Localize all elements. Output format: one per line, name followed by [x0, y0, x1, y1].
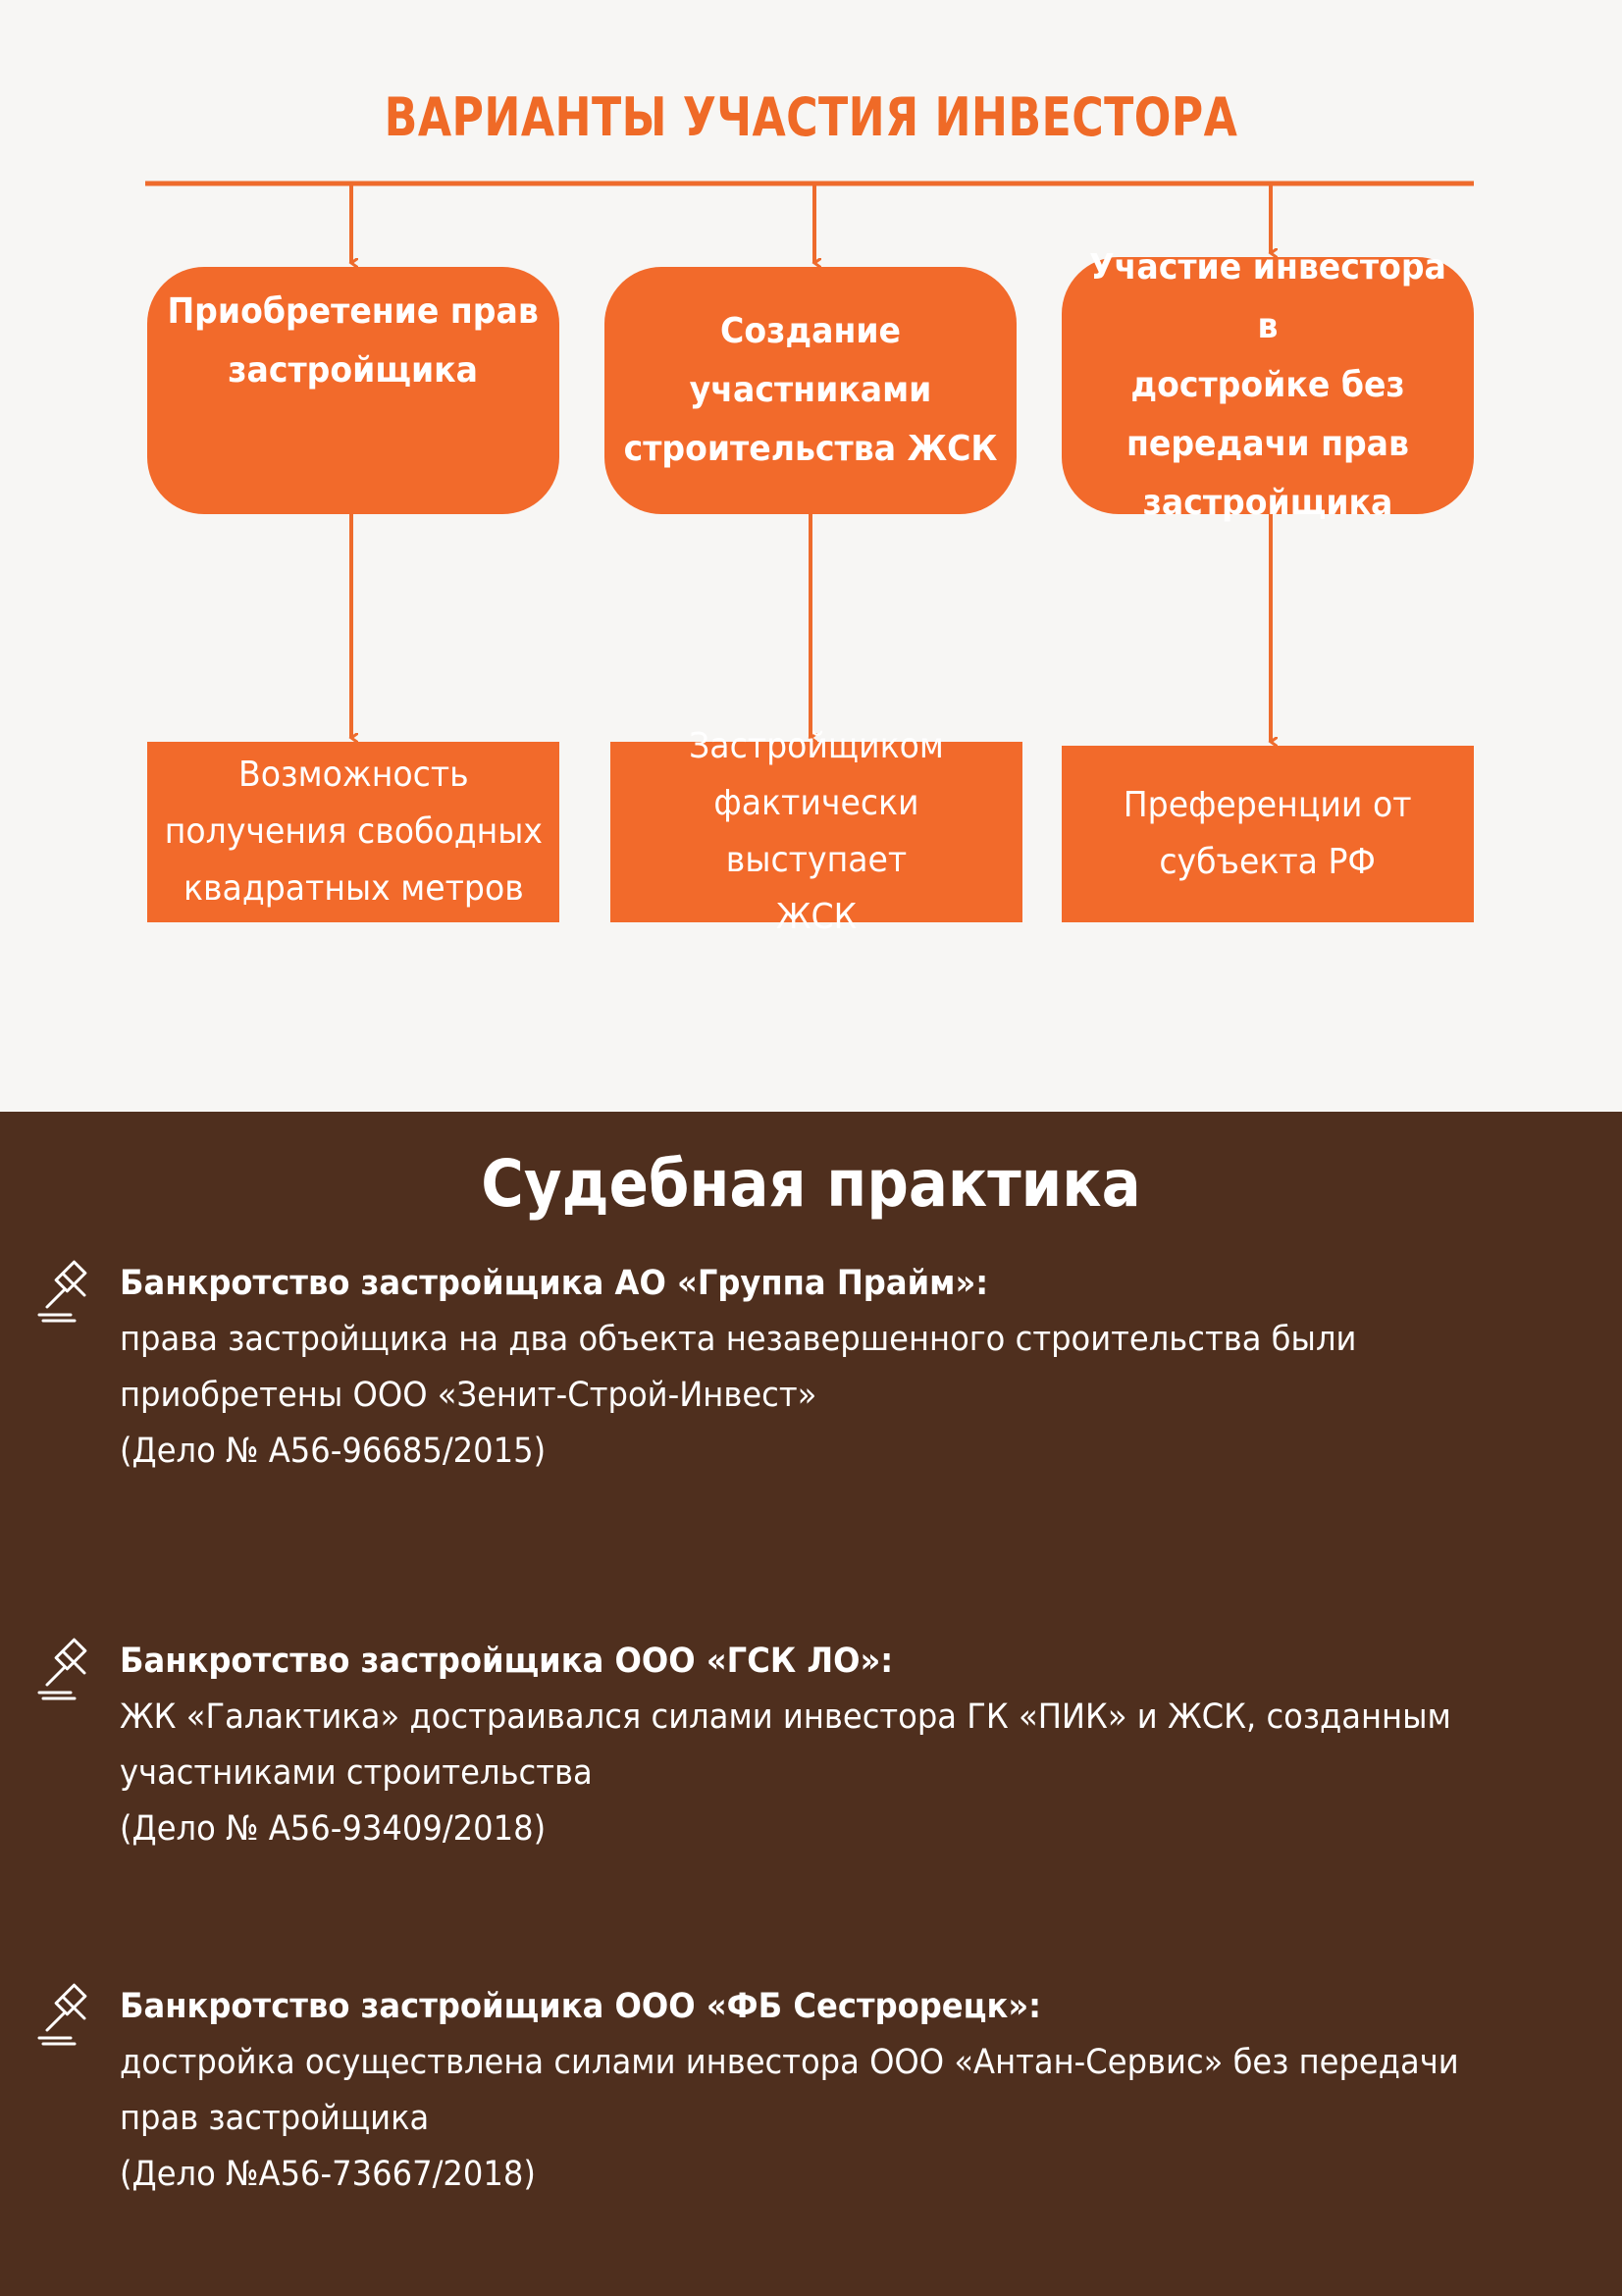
- option-label: Создание участниками строительства ЖСК: [623, 311, 998, 469]
- result-box-preferences: [1062, 746, 1474, 922]
- case-number: (Дело № А56-96685/2015): [120, 1432, 547, 1471]
- case-number: (Дело № А56-93409/2018): [120, 1809, 547, 1849]
- case-line: участниками строительства: [120, 1753, 593, 1793]
- option-box-create-hsc: [604, 267, 1017, 514]
- case-line: приобретены ООО «Зенит-Строй-Инвест»: [120, 1376, 817, 1415]
- gavel-icon: [35, 1634, 104, 1702]
- result-label: Возможность получения свободных квадратных метров: [164, 755, 543, 909]
- case-heading: Банкротство застройщика ООО «ФБ Сестрорецк»:: [120, 1987, 1042, 2026]
- gavel-icon: [35, 1979, 104, 2048]
- option-box-investor-completion: [1062, 247, 1474, 523]
- case-line: права застройщика на два объекта незавершенного строительства были: [120, 1320, 1357, 1359]
- result-label: Застройщиком фактически выступает ЖСК: [689, 726, 944, 937]
- case-heading: Банкротство застройщика АО «Группа Прайм»:: [120, 1264, 989, 1303]
- case-line: достройка осуществлена силами инвестора ООО «Антан-Сервис» без передачи: [120, 2043, 1459, 2082]
- court-practice-title: Судебная практика: [481, 1146, 1141, 1222]
- result-box-free-meters: [147, 742, 559, 922]
- investor-options-section: [0, 0, 1622, 1112]
- result-box-hsc-developer: [610, 726, 1022, 937]
- option-label: Участие инвестора в достройке без передачи прав застройщика: [1089, 247, 1446, 523]
- option-label: Приобретение прав застройщика: [167, 291, 540, 391]
- case-line: прав застройщика: [120, 2099, 430, 2138]
- result-label: Преференции от субъекта РФ: [1124, 785, 1412, 882]
- case-line: ЖК «Галактика» достраивался силами инвестора ГК «ПИК» и ЖСК, созданным: [120, 1697, 1451, 1737]
- case-heading: Банкротство застройщика ООО «ГСК ЛО»:: [120, 1642, 894, 1681]
- diagram-title: ВАРИАНТЫ УЧАСТИЯ ИНВЕСТОРА: [384, 86, 1238, 148]
- case-number: (Дело №А56-73667/2018): [120, 2155, 536, 2194]
- gavel-icon: [35, 1256, 104, 1325]
- option-box-acquire-rights: [147, 267, 559, 514]
